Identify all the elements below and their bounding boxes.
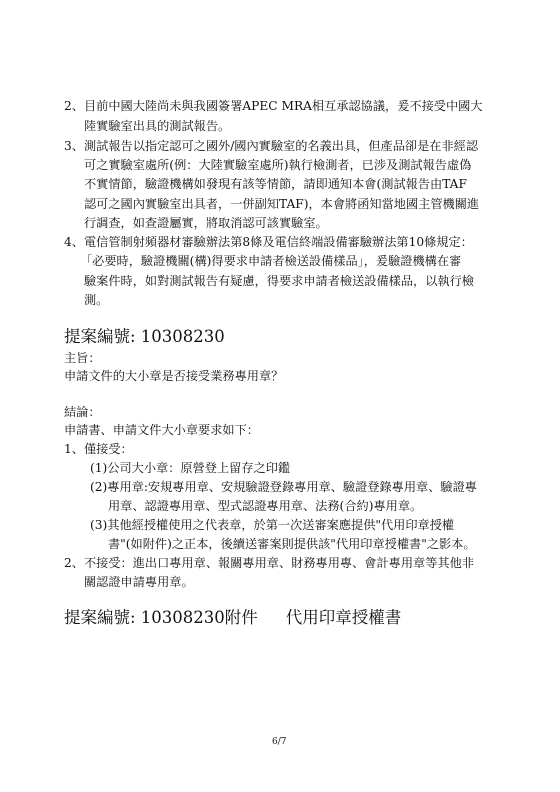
conclusion-label: 結論： bbox=[64, 405, 101, 419]
accept-item-3-line-1: (3)其他經授權使用之代表章，於第一次送審案應提供"代用印章授權 bbox=[90, 518, 455, 532]
item-3-line-2: 可之實驗室處所(例：大陸實驗室處所)執行檢測者，已涉及測試報告虛偽 bbox=[84, 158, 472, 172]
item-3-line-4: 認可之國內實驗室出具者，一併副知TAF)，本會將函知當地國主管機關進 bbox=[84, 197, 480, 211]
attachment-heading bbox=[64, 607, 401, 629]
item-2-line-1: 2、目前中國大陸尚未與我國簽署APEC MRA相互承認協議，爰不接受中國大 bbox=[64, 99, 483, 113]
subject-label: 主旨： bbox=[64, 351, 101, 365]
item-4-line-1: 4、電信管制射頻器材審驗辦法第8條及電信終端設備審驗辦法第10條規定： bbox=[64, 235, 473, 249]
accept-item-3-line-2: 書"(如附件)之正本，後續送審案則提供該"代用印章授權書"之影本。 bbox=[108, 537, 476, 551]
attachment-heading-number: 提案編號: 10308230附件 bbox=[64, 608, 258, 627]
accept-item-2-line-2: 用章、認證專用章、型式認證專用章、法務(合約)專用章。 bbox=[108, 499, 423, 513]
page-number: 6/7 bbox=[272, 737, 287, 747]
item-4-line-2: 「必要時，驗證機關(構)得要求申請者檢送設備樣品」，爰驗證機構在審 bbox=[80, 254, 462, 268]
item-2-line-2: 陸實驗室出具的測試報告。 bbox=[84, 119, 231, 133]
accept-item-2-line-1: (2)專用章:安規專用章、安規驗證登錄專用章、驗證登錄專用章、驗證專 bbox=[90, 480, 477, 494]
item-3-line-1: 3、測試報告以指定認可之國外/國內實驗室的名義出具，但產品卻是在非經認 bbox=[64, 139, 479, 153]
conclusion-intro: 申請書、申請文件大小章要求如下： bbox=[64, 423, 259, 437]
accept-heading: 1、僅接受： bbox=[64, 442, 133, 456]
accept-item-1: (1)公司大小章：原營登上留存之印鑑 bbox=[90, 461, 291, 475]
attachment-heading-title: 代用印章授權書 bbox=[285, 608, 402, 627]
item-3-line-3: 不實情節，驗證機構如發現有該等情節，請即通知本會(測試報告由TAF bbox=[84, 177, 467, 191]
reject-line-1: 2、不接受：進出口專用章、報關專用章、財務專用專、會計專用章等其他非 bbox=[64, 556, 474, 570]
reject-line-2: 關認證申請專用章。 bbox=[84, 575, 194, 589]
subject-text: 申請文件的大小章是否接受業務專用章？ bbox=[64, 369, 284, 383]
item-4-line-3: 驗案件時，如對測試報告有疑慮，得要求申請者檢送設備樣品，以執行檢 bbox=[84, 274, 474, 288]
item-4-line-4: 測。 bbox=[84, 293, 109, 307]
proposal-heading: 提案編號: 10308230 bbox=[64, 327, 225, 346]
item-3-line-5: 行調查，如查證屬實，將取消認可該實驗室。 bbox=[84, 216, 328, 230]
